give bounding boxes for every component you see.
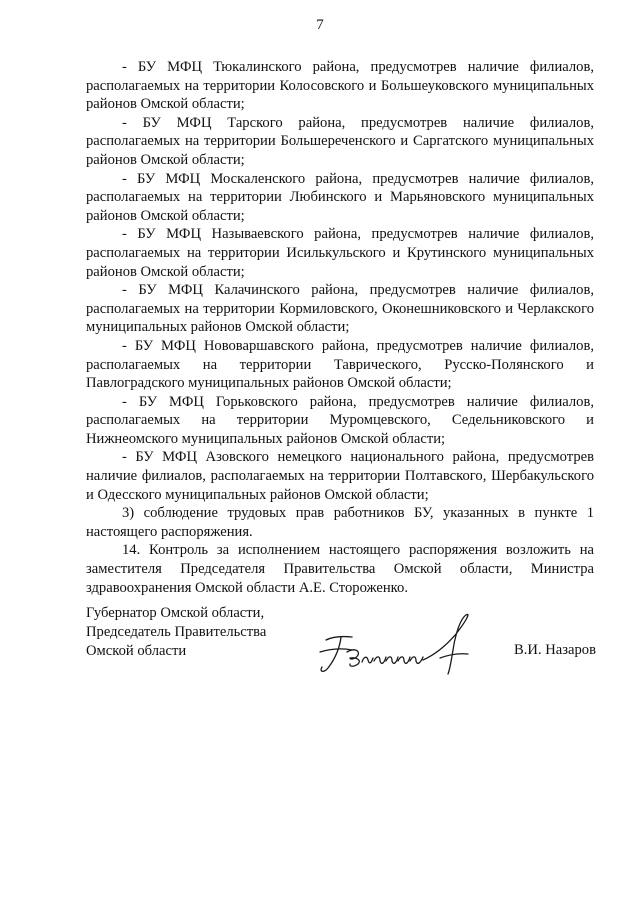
signatory-title-line: Председатель Правительства — [86, 624, 267, 640]
paragraph-tarsky: - БУ МФЦ Тарского района, предусмотрев наличие филиалов, располагаемых на территории Большереченского и Саргатского муниципальных районов Омской области; — [86, 114, 594, 168]
paragraph-kalachinsky: - БУ МФЦ Калачинского района, предусмотрев наличие филиалов, располагаемых на территории Кормиловского, Оконешниковского и Черлакского муниципальных районов Омской области; — [86, 282, 594, 336]
paragraph-azovsky: - БУ МФЦ Азовского немецкого национального района, предусмотрев наличие филиалов, располагаемых на территории Полтавского, Шербакульского и Одесского муниципальных районов Омской области; — [86, 449, 594, 503]
page-number: 7 — [316, 17, 324, 33]
paragraph-nazyvaevsky: - БУ МФЦ Называевского района, предусмотрев наличие филиалов, располагаемых на территории Исилькульского и Крутинского муниципальных районов Омской области; — [86, 226, 594, 280]
signatory-name: В.И. Назаров — [514, 642, 596, 658]
signatory-title — [86, 604, 266, 661]
paragraph-moskalensky: - БУ МФЦ Москаленского района, предусмотрев наличие филиалов, располагаемых на территории Любинского и Марьяновского муниципальных районов Омской области; — [86, 170, 594, 224]
paragraph-control-clause: 14. Контроль за исполнением настоящего распоряжения возложить на заместителя Председателя Правительства Омской области, Министра здравоохранения Омской области А.Е. Стороженко. — [86, 542, 594, 596]
signature-block — [86, 604, 596, 684]
handwritten-signature — [314, 606, 484, 676]
signatory-title-line: Губернатор Омской области, — [86, 605, 265, 621]
signatory-title-line: Омской области — [86, 643, 187, 659]
paragraph-tyukalinsky: - БУ МФЦ Тюкалинского района, предусмотрев наличие филиалов, располагаемых на территории Колосовского и Большеуковского муниципальных районов Омской области; — [86, 59, 594, 113]
paragraph-labor-rights: 3) соблюдение трудовых прав работников БУ, указанных в пункте 1 настоящего распоряжения. — [86, 505, 594, 540]
document-body — [86, 58, 594, 597]
paragraph-gorkovsky: - БУ МФЦ Горьковского района, предусмотрев наличие филиалов, располагаемых на территории Муромцевского, Седельниковского и Нижнеомского муниципальных районов Омской области; — [86, 393, 594, 447]
paragraph-novovarshavsky: - БУ МФЦ Нововаршавского района, предусмотрев наличие филиалов, располагаемых на территории Таврического, Русско-Полянского и Павлоградского муниципальных районов Омской области; — [86, 337, 594, 392]
